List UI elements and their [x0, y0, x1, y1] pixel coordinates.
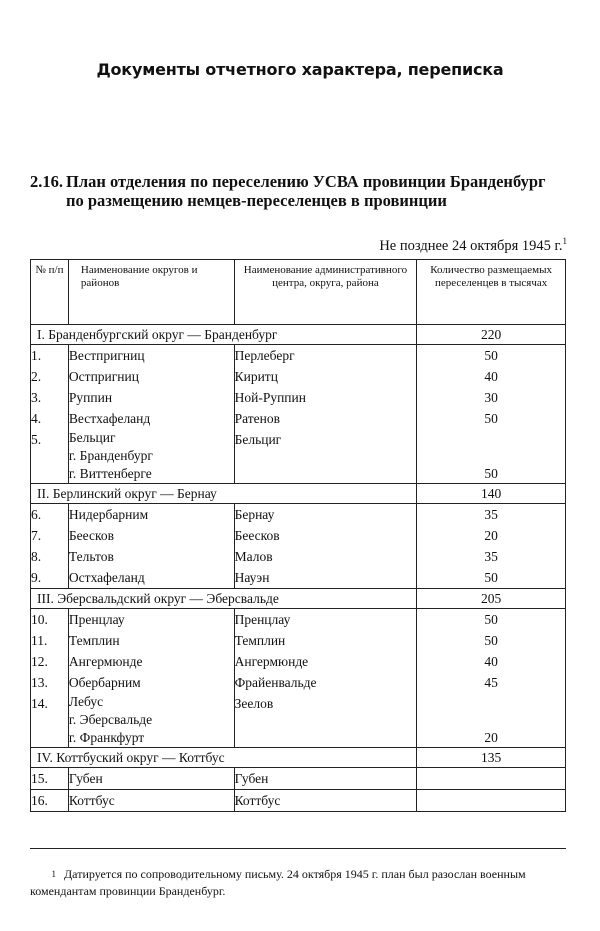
center-name: Зеелов: [234, 693, 417, 748]
section-total: 220: [417, 325, 566, 345]
settler-count: 30: [417, 387, 566, 408]
district-cell: [68, 651, 234, 672]
center-name: Бельциг: [234, 429, 417, 484]
row-number: 3.: [31, 387, 69, 408]
table-row: [31, 672, 566, 693]
district-cell: [68, 504, 234, 526]
district-cell: [68, 429, 234, 484]
title-line-1: План отделения по переселению УСВА провинции Бранденбург: [66, 172, 546, 191]
section-label: III. Эберсвальдский округ — Эберсвальде: [31, 589, 417, 609]
district-cell: [68, 609, 234, 631]
footnote-mark: 1: [51, 869, 56, 879]
district-cell: [68, 768, 234, 790]
center-name: Ратенов: [234, 408, 417, 429]
center-name: Ной-Руппин: [234, 387, 417, 408]
district-name: г. Франкфурт: [68, 730, 145, 745]
center-name: Киритц: [234, 366, 417, 387]
district-name: Губен: [68, 771, 103, 786]
center-name: Перлеберг: [234, 345, 417, 367]
district-name: Руппин: [68, 390, 113, 405]
center-name: Пренцлау: [234, 609, 417, 631]
district-cell: [68, 790, 234, 812]
table-row: [31, 630, 566, 651]
row-number: 10.: [31, 609, 69, 631]
table-row: [31, 651, 566, 672]
district-name: Пренцлау: [68, 612, 125, 627]
district-name: Нидербарним: [68, 507, 149, 522]
row-number: 5.: [31, 429, 69, 484]
district-name: Ангермюнде: [68, 654, 143, 669]
table-body: [31, 325, 566, 812]
footnote-rule: [30, 848, 566, 849]
district-cell: [68, 567, 234, 589]
header-num: № п/п: [31, 260, 69, 325]
row-number: 6.: [31, 504, 69, 526]
settler-count: 20: [417, 525, 566, 546]
row-number: 13.: [31, 672, 69, 693]
district-cell: [68, 366, 234, 387]
district-name: Лебус: [68, 694, 104, 709]
settler-count: 40: [417, 366, 566, 387]
district-cell: [68, 408, 234, 429]
title-line-2: по размещению немцев-переселенцев в провинции: [66, 191, 447, 210]
district-name: г. Эберсвальде: [68, 712, 153, 727]
row-number: 9.: [31, 567, 69, 589]
center-name: Беесков: [234, 525, 417, 546]
header-district: Наименование округов и районов: [68, 260, 234, 325]
district-name: Тельтов: [68, 549, 114, 564]
footnote: [30, 866, 566, 900]
district-name: Бельциг: [68, 430, 116, 445]
table-row: [31, 429, 566, 484]
header-center: Наименование административного центра, округа, района: [234, 260, 417, 325]
section-row: [31, 748, 566, 768]
center-name: Малов: [234, 546, 417, 567]
resettlement-plan-table: [30, 259, 566, 812]
footnote-text: Датируется по сопроводительному письму. 24 октября 1945 г. план был разослан военным комендантам провинции Бранденбург.: [30, 867, 526, 898]
settler-count: 50: [417, 429, 566, 484]
district-cell: [68, 693, 234, 748]
document-title: [30, 172, 575, 210]
table-row: [31, 345, 566, 367]
district-name: Коттбус: [68, 793, 115, 808]
section-label: II. Берлинский округ — Бернау: [31, 484, 417, 504]
document-number: 2.16.: [30, 172, 63, 191]
district-name: Вестхафеланд: [68, 411, 151, 426]
settler-count: 35: [417, 546, 566, 567]
row-number: 1.: [31, 345, 69, 367]
settler-count: 20: [417, 693, 566, 748]
settler-count: 50: [417, 630, 566, 651]
district-name: Остхафеланд: [68, 570, 145, 585]
table-row: [31, 609, 566, 631]
table-row: [31, 387, 566, 408]
settler-count: 50: [417, 609, 566, 631]
district-cell: [68, 525, 234, 546]
table-row: [31, 768, 566, 790]
row-number: 8.: [31, 546, 69, 567]
section-row: [31, 589, 566, 609]
section-row: [31, 484, 566, 504]
district-cell: [68, 546, 234, 567]
district-cell: [68, 630, 234, 651]
settler-count: 40: [417, 651, 566, 672]
district-cell: [68, 387, 234, 408]
row-number: 14.: [31, 693, 69, 748]
header-count: Количество размещаемых переселенцев в тысячах: [417, 260, 566, 325]
table-row: [31, 693, 566, 748]
center-name: Темплин: [234, 630, 417, 651]
row-number: 4.: [31, 408, 69, 429]
table-row: [31, 790, 566, 812]
district-cell: [68, 345, 234, 367]
dateline-text: Не позднее 24 октября 1945 г.: [379, 237, 563, 254]
center-name: Ангермюнде: [234, 651, 417, 672]
dateline-footnote-mark: 1: [562, 236, 567, 246]
table-row: [31, 546, 566, 567]
table-row: [31, 567, 566, 589]
settler-count: [417, 768, 566, 790]
table-row: [31, 504, 566, 526]
district-name: Беесков: [68, 528, 114, 543]
row-number: 15.: [31, 768, 69, 790]
row-number: 11.: [31, 630, 69, 651]
district-name: г. Виттенберге: [68, 466, 152, 481]
center-name: Коттбус: [234, 790, 417, 812]
district-name: Остпригниц: [68, 369, 139, 384]
row-number: 16.: [31, 790, 69, 812]
district-name: Обербарним: [68, 675, 141, 690]
section-label: IV. Коттбуский округ — Коттбус: [31, 748, 417, 768]
settler-count: 45: [417, 672, 566, 693]
row-number: 2.: [31, 366, 69, 387]
table-row: [31, 525, 566, 546]
center-name: Фрайенвальде: [234, 672, 417, 693]
district-cell: [68, 672, 234, 693]
table-row: [31, 408, 566, 429]
section-row: [31, 325, 566, 345]
district-name: Вестпригниц: [68, 348, 145, 363]
center-name: Науэн: [234, 567, 417, 589]
section-total: 205: [417, 589, 566, 609]
section-total: 135: [417, 748, 566, 768]
settler-count: [417, 790, 566, 812]
settler-count: 35: [417, 504, 566, 526]
running-head: Документы отчетного характера, переписка: [96, 60, 504, 79]
row-number: 12.: [31, 651, 69, 672]
center-name: Губен: [234, 768, 417, 790]
district-name: г. Бранденбург: [68, 448, 153, 463]
settler-count: 50: [417, 408, 566, 429]
settler-count: 50: [417, 567, 566, 589]
section-total: 140: [417, 484, 566, 504]
section-label: I. Бранденбургский округ — Бранденбург: [31, 325, 417, 345]
settler-count: 50: [417, 345, 566, 367]
center-name: Бернау: [234, 504, 417, 526]
table-header-row: [31, 260, 566, 325]
row-number: 7.: [31, 525, 69, 546]
dateline: [379, 236, 567, 255]
district-name: Темплин: [68, 633, 120, 648]
table-row: [31, 366, 566, 387]
